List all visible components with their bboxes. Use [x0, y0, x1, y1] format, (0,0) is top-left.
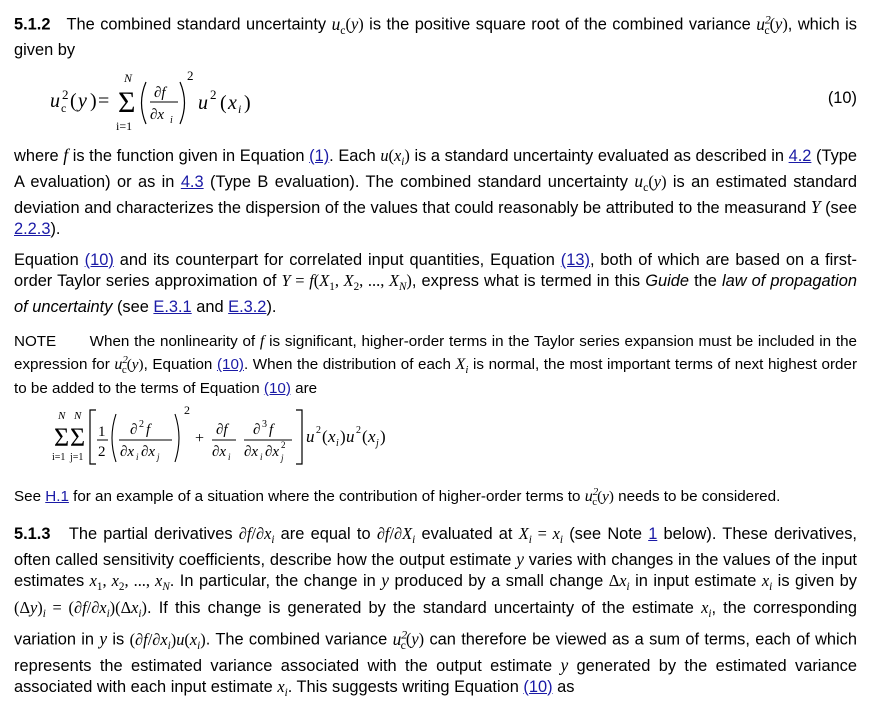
- note-label: NOTE: [14, 333, 57, 350]
- note-see-h1: See H.1 for an example of a situation where the contribution of higher-order terms to $u^2_c(y)$ needs to be considered.: [14, 486, 781, 508]
- svg-text:N: N: [74, 410, 82, 422]
- section-5-1-2: 5.1.2 The combined standard uncertainty $u_c(y)$ is the positive square root of the combined variance $u^2_c(y)$, which is given by: [14, 12, 857, 60]
- svg-text:i: i: [170, 115, 173, 126]
- svg-text:j=1: j=1: [70, 452, 84, 463]
- svg-text:c: c: [61, 101, 67, 115]
- svg-text:2: 2: [281, 440, 286, 450]
- link-equation-10[interactable]: (10): [216, 356, 244, 374]
- svg-text:2: 2: [187, 68, 194, 83]
- svg-text:1: 1: [98, 424, 106, 440]
- svg-text:Σ: Σ: [118, 86, 136, 119]
- svg-text:∂: ∂: [253, 422, 261, 438]
- svg-text:2: 2: [356, 425, 361, 436]
- link-section-4-3[interactable]: 4.3: [180, 173, 204, 192]
- svg-text:i: i: [238, 102, 242, 116]
- equation-number-10: (10): [827, 89, 857, 107]
- svg-text:j: j: [281, 453, 284, 463]
- equation-10: [42, 68, 302, 132]
- link-note-1[interactable]: 1: [648, 525, 658, 543]
- svg-text:u: u: [50, 90, 60, 112]
- svg-text:Σ: Σ: [54, 423, 70, 452]
- svg-text:(: (: [362, 427, 368, 446]
- link-section-2-2-3[interactable]: 2.2.3: [14, 219, 51, 238]
- link-equation-10[interactable]: (10): [523, 677, 553, 696]
- svg-text:2: 2: [139, 419, 144, 430]
- svg-text:u: u: [346, 427, 355, 446]
- svg-text:(: (: [322, 427, 328, 446]
- section-5-1-3: 5.1.3 The partial derivatives $\partial f/\partial x_i$ are equal to $\partial f/\partial X_i$ evaluated at $X_i = x_i$ (see Note 1 below). These derivatives, often called sensitivity coefficients, describe how the output estimate y varies with changes in the values of the input estimates $x_1$, $x_2$, ..., $x_N$. In particular, the change in y produced by a small change $\Delta x_i$ in input estimate $x_i$ is given by $(\Delta y)_i = (\partial f/\partial x_i)(\Delta x_i)$. If this change is generated by the standard uncertainty of the estimate $x_i$, the corresponding variation in y is $(\partial f/\partial x_i)u(x_i)$. The combined variance $u^2_c(y)$ can therefore be viewed as a sum of terms, each of which represents the estimated variance associated with the output estimate y generated by the estimated variance associated with each input estimate $x_i$. This suggests writing Equation (10) as: [14, 524, 857, 699]
- svg-text:f: f: [146, 422, 151, 438]
- link-equation-10[interactable]: (10): [263, 379, 291, 397]
- link-equation-10[interactable]: (10): [84, 251, 114, 269]
- note-higher-order: NOTE When the nonlinearity of f is significant, higher-order terms in the Taylor series expansion must be included in the expression for $u^2_c(y)$, Equation (10). When the distribution of each $X_i$ is normal, the most important terms of next highest order to be added to the terms of Equation (10) are: [14, 333, 858, 397]
- svg-text:+: +: [195, 430, 205, 447]
- section-number: 5.1.2: [14, 15, 51, 34]
- svg-text:Σ: Σ: [70, 423, 86, 452]
- svg-text:∂x: ∂x: [120, 444, 135, 460]
- link-section-e-3-2[interactable]: E.3.2: [228, 298, 267, 317]
- svg-text:x: x: [368, 427, 376, 446]
- link-equation-1[interactable]: (1): [309, 147, 330, 165]
- svg-text:y: y: [78, 90, 87, 112]
- svg-text:): ): [340, 427, 346, 446]
- svg-text:N: N: [58, 410, 66, 422]
- svg-text:): ): [244, 92, 251, 114]
- svg-text:i: i: [136, 452, 139, 462]
- svg-text:∂x: ∂x: [212, 444, 227, 460]
- svg-text:∂x: ∂x: [141, 444, 156, 460]
- svg-text:f: f: [269, 422, 274, 438]
- svg-text:3: 3: [262, 419, 267, 430]
- svg-text:∂x: ∂x: [244, 444, 259, 460]
- svg-text:): ): [90, 90, 97, 112]
- svg-text:2: 2: [184, 403, 190, 417]
- svg-text:u: u: [198, 92, 208, 114]
- section-number: 5.1.3: [14, 525, 51, 543]
- link-section-e-3-1[interactable]: E.3.1: [153, 298, 192, 317]
- svg-text:∂f: ∂f: [154, 85, 166, 101]
- svg-text:x: x: [228, 92, 237, 114]
- link-equation-13[interactable]: (13): [560, 251, 590, 269]
- svg-text:(: (: [220, 92, 227, 114]
- link-section-h-1[interactable]: H.1: [45, 488, 69, 506]
- svg-text:=: =: [98, 90, 110, 112]
- svg-text:(: (: [70, 90, 77, 112]
- svg-text:i=1: i=1: [52, 452, 66, 463]
- svg-text:i: i: [228, 452, 231, 462]
- svg-text:∂f: ∂f: [216, 422, 228, 438]
- svg-text:j: j: [376, 438, 379, 449]
- svg-text:∂x: ∂x: [150, 107, 165, 123]
- svg-text:x: x: [328, 427, 336, 446]
- paragraph-equation-10: Equation (10) and its counterpart for correlated input quantities, Equation (13), both of which are based on a first-order Taylor series approximation of $Y = f(X_1$, $X_2$, ..., $X_N$), express what is termed in this Guide the law of propagation of uncertainty (see E.3.1 and E.3.2).: [14, 251, 857, 317]
- svg-text:i=1: i=1: [116, 119, 133, 132]
- svg-text:N: N: [124, 71, 133, 85]
- svg-text:i: i: [336, 438, 339, 449]
- svg-text:u: u: [306, 427, 315, 446]
- link-section-4-2[interactable]: 4.2: [788, 147, 812, 165]
- equation-higher-order-terms: [50, 400, 390, 470]
- svg-text:i: i: [260, 452, 263, 462]
- svg-text:): ): [380, 427, 386, 446]
- paragraph-where-f: where f is the function given in Equation (1). Each $u(x_i)$ is a standard uncertainty evaluated as described in 4.2 (Type A evaluation) or as in 4.3 (Type B evaluation). The combined standard uncertainty $u_c(y)$ is an estimated standard deviation and characterizes the dispersion of the values that could reasonably be attributed to the measurand Y (see 2.2.3).: [14, 146, 858, 238]
- svg-text:2: 2: [210, 87, 217, 102]
- svg-text:2: 2: [62, 87, 69, 102]
- svg-text:∂x: ∂x: [265, 444, 280, 460]
- svg-text:2: 2: [98, 444, 106, 460]
- svg-text:j: j: [157, 452, 160, 462]
- svg-text:∂: ∂: [130, 422, 138, 438]
- svg-text:2: 2: [316, 425, 321, 436]
